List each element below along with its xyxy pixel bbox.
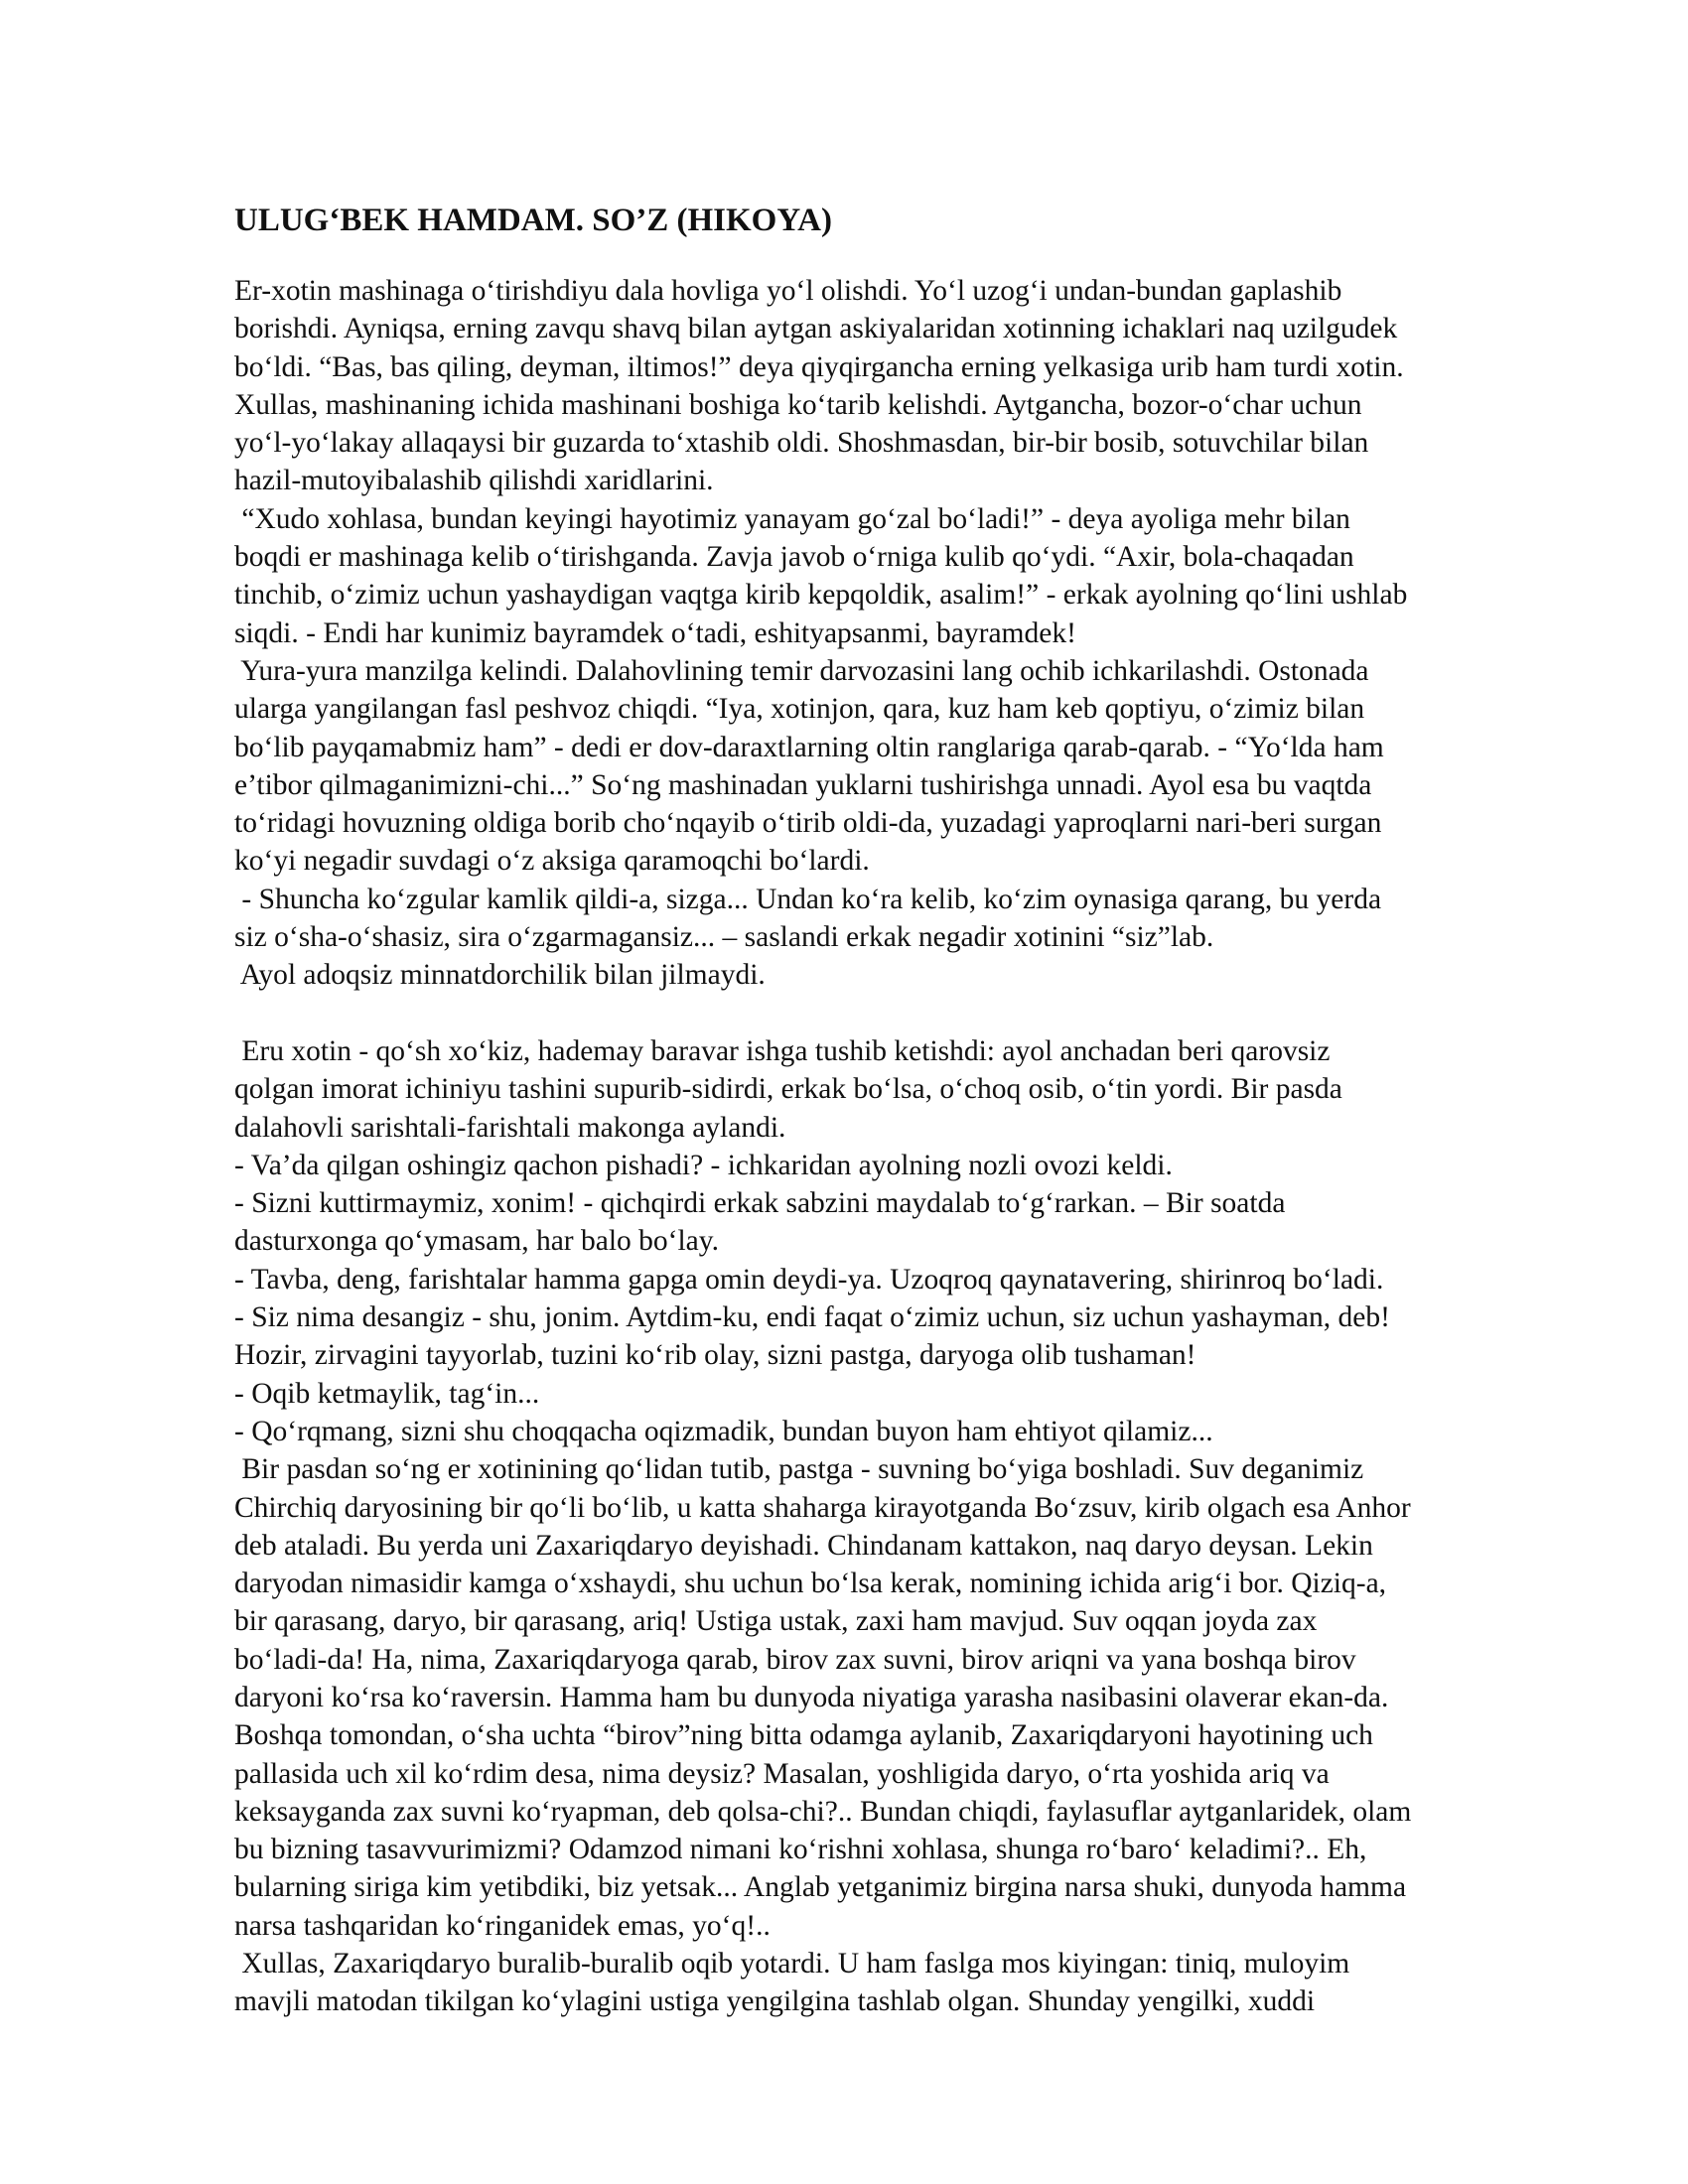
text-line: to‘ridagi hovuzning oldiga borib cho‘nqayib o‘tirib oldi-da, yuzadagi yaproqlarni nari-beri surgan — [234, 807, 1382, 840]
text-line: bo‘ldi. “Bas, bas qiling, deyman, iltimos!” deya qiyqirgancha erning yelkasiga urib ham turdi xotin. — [234, 350, 1404, 383]
text-line: dalahovli sarishtali-farishtali makonga aylandi. — [234, 1111, 786, 1144]
text-line: - Qo‘rqmang, sizni shu choqqacha oqizmadik, bundan buyon ham ehtiyot qilamiz... — [234, 1415, 1213, 1447]
text-line: Xullas, mashinaning ichida mashinani boshiga ko‘tarib kelishdi. Aytgancha, bozor-o‘char uchun — [234, 388, 1362, 421]
text-line: Er-xotin mashinaga o‘tirishdiyu dala hovliga yo‘l olishdi. Yo‘l uzog‘i undan-bundan gaplashib — [234, 275, 1342, 307]
text-line: daryoni ko‘rsa ko‘raversin. Hamma ham bu dunyoda niyatiga yarasha nasibasini olaverar ekan-da. — [234, 1681, 1389, 1713]
text-line: - Siz nima desangiz - shu, jonim. Aytdim-ku, endi faqat o‘zimiz uchun, siz uchun yashayman, deb! — [234, 1301, 1390, 1334]
text-line: ko‘yi negadir suvdagi o‘z aksiga qaramoqchi bo‘lardi. — [234, 845, 870, 878]
text-line: bir qarasang, daryo, bir qarasang, ariq! Ustiga ustak, zaxi ham mavjud. Suv oqqan joyda zax — [234, 1605, 1318, 1638]
text-line: “Xudo xohlasa, bundan keyingi hayotimiz yanayam go‘zal bo‘ladi!” - deya ayoliga mehr bilan — [234, 502, 1350, 535]
text-line: Yura-yura manzilga kelindi. Dalahovlining temir darvozasini lang ochib ichkarilashdi. Ostonada — [234, 654, 1369, 687]
text-line: e’tibor qilmaganimizni-chi...” So‘ng mashinadan yuklarni tushirishga unnadi. Ayol esa bu vaqtda — [234, 768, 1372, 801]
text-line: bo‘lib payqamabmiz ham” - dedi er dov-daraxtlarning oltin ranglariga qarab-qarab. - “Yo‘lda ham — [234, 731, 1384, 763]
text-line: Hozir, zirvagini tayyorlab, tuzini ko‘rib olay, sizni pastga, daryoga olib tushaman! — [234, 1339, 1196, 1372]
text-line: - Tavba, deng, farishtalar hamma gapga omin deydi-ya. Uzoqroq qaynatavering, shirinroq bo‘ladi. — [234, 1263, 1384, 1296]
document-body — [234, 272, 1411, 2021]
text-line: bu bizning tasavvurimizmi? Odamzod nimani ko‘rishni xohlasa, shunga ro‘baro‘ keladimi?.. Eh, — [234, 1834, 1367, 1866]
text-line: - Va’da qilgan oshingiz qachon pishadi? - ichkaridan ayolning nozli ovozi keldi. — [234, 1149, 1173, 1181]
text-line: qolgan imorat ichiniyu tashini supurib-sidirdi, erkak bo‘lsa, o‘choq osib, o‘tin yordi. Bir pasda — [234, 1073, 1342, 1106]
text-line: mavjli matodan tikilgan ko‘ylagini ustiga yengilgina tashlab olgan. Shunday yengilki, xuddi — [234, 1985, 1316, 2018]
text-line: Xullas, Zaxariqdaryo buralib-buralib oqib yotardi. U ham faslga mos kiyingan: tiniq, muloyim — [234, 1948, 1350, 1980]
blank-line — [234, 995, 1411, 1032]
text-line: Eru xotin - qo‘sh xo‘kiz, hademay baravar ishga tushib ketishdi: ayol anchadan beri qarovsiz — [234, 1034, 1331, 1067]
text-line: boqdi er mashinaga kelib o‘tirishganda. Zavja javob o‘rniga kulib qo‘ydi. “Axir, bola-chaqadan — [234, 541, 1354, 574]
text-line: Boshqa tomondan, o‘sha uchta “birov”ning bitta odamga aylanib, Zaxariqdaryoni hayotining uch — [234, 1719, 1373, 1752]
text-line: dasturxonga qo‘ymasam, har balo bo‘lay. — [234, 1225, 719, 1258]
text-line: siqdi. - Endi har kunimiz bayramdek o‘tadi, eshityapsanmi, bayramdek! — [234, 616, 1076, 649]
text-line: pallasida uch xil ko‘rdim desa, nima deysiz? Masalan, yoshligida daryo, o‘rta yoshida ariq va — [234, 1757, 1330, 1790]
text-line: - Shuncha ko‘zgular kamlik qildi-a, sizga... Undan ko‘ra kelib, ko‘zim oynasiga qarang, bu yerda — [234, 883, 1382, 915]
text-line: hazil-mutoyibalashib qilishdi xaridlarini. — [234, 465, 714, 497]
text-line: Chirchiq daryosining bir qo‘li bo‘lib, u katta shaharga kirayotganda Bo‘zsuv, kirib olgach esa Anhor — [234, 1491, 1411, 1524]
text-line: borishdi. Ayniqsa, erning zavqu shavq bilan aytgan askiyalaridan xotinning ichaklari naq uzilgudek — [234, 313, 1398, 345]
text-line: deb ataladi. Bu yerda uni Zaxariqdaryo deyishadi. Chindanam kattakon, naq daryo deysan. Lekin — [234, 1529, 1373, 1562]
text-line: ularga yangilangan fasl peshvoz chiqdi. “Iya, xotinjon, qara, kuz ham keb qoptiyu, o‘zimiz bilan — [234, 693, 1365, 726]
text-line: siz o‘sha-o‘shasiz, sira o‘zgarmagansiz... – saslandi erkak negadir xotinini “siz”lab. — [234, 921, 1214, 954]
text-line: daryodan nimasidir kamga o‘xshaydi, shu uchun bo‘lsa kerak, nomining ichida arig‘i bor. Qiziq-a, — [234, 1568, 1387, 1600]
text-line: bo‘ladi-da! Ha, nima, Zaxariqdaryoga qarab, birov zax suvni, birov ariqni va yana boshqa birov — [234, 1643, 1356, 1676]
text-line: bularning siriga kim yetibdiki, biz yetsak... Anglab yetganimiz birgina narsa shuki, dunyoda hamma — [234, 1871, 1407, 1904]
text-line: yo‘l-yo‘lakay allaqaysi bir guzarda to‘xtashib oldi. Shoshmasdan, bir-bir bosib, sotuvchilar bilan — [234, 427, 1369, 460]
text-line: - Oqib ketmaylik, tag‘in... — [234, 1377, 540, 1410]
text-line: Bir pasdan so‘ng er xotinining qo‘lidan tutib, pastga - suvning bo‘yiga boshladi. Suv deganimiz — [234, 1453, 1364, 1486]
text-line: narsa tashqaridan ko‘ringanidek emas, yo‘q!.. — [234, 1909, 771, 1942]
text-line: Ayol adoqsiz minnatdorchilik bilan jilmaydi. — [234, 959, 766, 992]
text-line: keksayganda zax suvni ko‘ryapman, deb qolsa-chi?.. Bundan chiqdi, faylasuflar aytganlaridek, olam — [234, 1795, 1412, 1828]
text-line: - Sizni kuttirmaymiz, xonim! - qichqirdi erkak sabzini maydalab to‘g‘rarkan. – Bir soatda — [234, 1187, 1286, 1220]
document-title: ULUG‘BEK HAMDAM. SO’Z (HIKOYA) — [234, 203, 832, 238]
text-line: tinchib, o‘zimiz uchun yashaydigan vaqtga kirib kepqoldik, asalim!” - erkak ayolning qo‘lini ushlab — [234, 579, 1408, 612]
